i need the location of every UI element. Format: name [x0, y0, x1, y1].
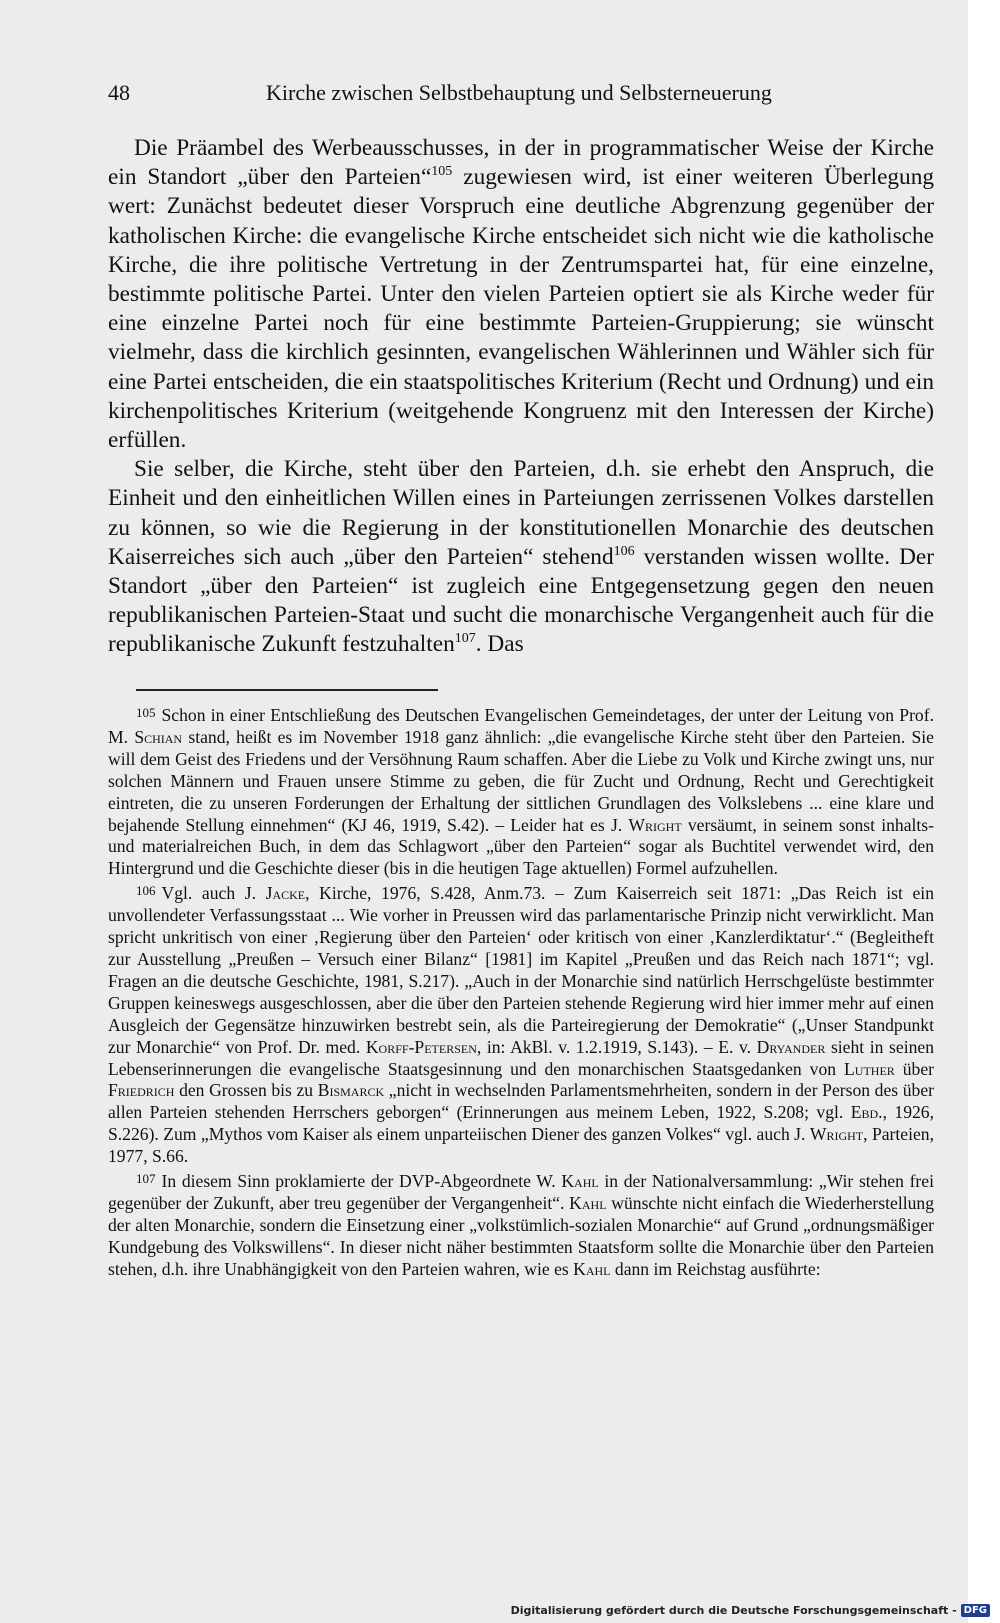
footnote-number: 105: [136, 705, 156, 720]
dfg-logo: DFG: [961, 1604, 990, 1617]
footnote-number: 106: [136, 883, 156, 899]
digitization-credit: [511, 1604, 990, 1617]
footnote-separator: [136, 689, 438, 691]
footnotes: [108, 702, 934, 1281]
footnote-105: $^{105}$ Schon in einer Entschließung des Deutschen Evangelischen Gemeindetages, der unter der Leitung von Prof. M. Schian stand, heißt es im November 1918 ganz ähnlich: „die evangelische Kirche steht über den Parteien. Sie will dem Geist des Friedens und der Versöhnung Raum schaffen. Aber die Liebe zu Volk und Kirche zwingt uns, nur solchen Männern und Frauen unsere Stimme zu geben, die für Zucht und Ordnung, Recht und Gerechtigkeit eintreten, die zu unseren Forderungen der Erhaltung der sittlichen Grundlagen des Volkslebens ... eine klare und bejahende Stellung einnehmen“ (KJ 46, 1919, S.42). – Leider hat es J. Wright versäumt, in seinem sonst inhalts- und materialreichen Buch, in dem das Schlagwort „über den Parteien“ sogar als Buchtitel verwendet wird, den Hintergrund und die Geschichte dieser (bis in die heutigen Tage aktuellen) Formel aufzuhellen.: [108, 705, 934, 879]
main-text: [108, 134, 934, 660]
footnote-107: $^{107}$ In diesem Sinn proklamierte der DVP-Abgeordnete W. Kahl in der Nationalversammlung: „Wir stehen frei gegenüber der Zukunft, aber treu gegenüber der Vergangenheit“. Kahl wünschte nicht einfach die Wiederherstellung der alten Monarchie, sondern die Einsetzung einer „volkstümlich-sozialen Monarchie“ auf Grund „ordnungsmäßiger Kundgebung des Volkswillens“. In dieser nicht näher bestimmten Staatsform sollte die Monarchie über den Parteien stehen, d.h. ihre Unabhängigkeit von den Parteien wahren, wie es Kahl dann im Reichstag ausführte:: [108, 1171, 934, 1279]
paragraph-1: Die Präambel des Werbeausschusses, in der in programmatischer Weise der Kirche ein Standort „über den Parteien“$^{105}$ zugewiesen wird, ist einer weiteren Überlegung wert: Zunächst bedeutet dieser Vorspruch eine deutliche Abgrenzung gegenüber der katholischen Kirche: die evangelische Kirche entscheidet sich nicht wie die katholische Kirche, die ihre politische Vertretung in der Zentrumspartei hat, für eine einzelne, bestimmte politische Partei. Unter den vielen Parteien optiert sie als Kirche weder für eine einzelne Partei noch für eine bestimmte Parteien-Gruppierung; sie wünscht vielmehr, dass die kirchlich gesinnten, evangelischen Wählerinnen und Wähler sich für eine Partei entscheiden, die ein staatspolitisches Kriterium (Recht und Ordnung) und ein kirchenpolitisches Kriterium (weitgehende Kongruenz mit den Interessen der Kirche) erfüllen.: [108, 135, 935, 454]
paragraph-2: Sie selber, die Kirche, steht über den Parteien, d.h. sie erhebt den Anspruch, die Einheit und den einheitlichen Willen eines in Parteiungen zerrissenen Volkes darstellen zu können, so wie die Regierung in der konstitutionellen Monarchie des deutschen Kaiserreiches sich auch „über den Parteien“ stehend$^{106}$ verstanden wissen wollte. Der Standort „über den Parteien“ ist zugleich eine Entgegensetzung gegen den neuen republikanischen Parteien-Staat und sucht die monarchische Vergangenheit auch für die republikanische Zukunft festzuhalten$^{107}$. Das: [108, 456, 934, 658]
footnote-106: $^{106}$ Vgl. auch J. Jacke, Kirche, 1976, S.428, Anm.73. – Zum Kaiserreich seit 1871: „Das Reich ist ein unvollendeter Verfassungsstaat ... Wie vorher in Preussen wird das parlamentarische Prinzip nicht verwirklicht. Man spricht unkritisch von einer ‚Regierung über den Parteien‘ oder kritisch von einer ‚Kanzlerdiktatur‘.“ (Begleitheft zur Ausstellung „Preußen – Versuch einer Bilanz“ [1981] im Kapitel „Preußen und das Reich nach 1871“; vgl. Fragen an die deutsche Geschichte, 1981, S.217). „Auch in der Monarchie sind natürlich Herrschgelüste bestimmter Gruppen keineswegs ausgeschlossen, aber die über den Parteien stehende Regierung wird hier immer mehr auf einen Ausgleich der Gegensätze hinzuwirken bestrebt sein, als die Parteiregierung der Demokratie“ („Unser Standpunkt zur Monarchie“ von Prof. Dr. med. Korff-Petersen, in: AkBl. v. 1.2.1919, S.143). – E. v. Dryander sieht in seinen Lebenserinnerungen die evangelische Staatsgesinnung und den monarchischen Staatsgedanken von Luther über Friedrich den Grossen bis zu Bismarck „nicht in wechselnden Parlamentsmehrheiten, sondern in der Person des über allen Parteien stehenden Herrschers geborgen“ (Erinnerungen aus meinem Leben, 1922, S.208; vgl. Ebd., 1926, S.226). Zum „Mythos vom Kaiser als einem unparteiischen Diener des ganzen Volkes“ vgl. auch J. Wright, Parteien, 1977, S.66.: [108, 883, 934, 1167]
credit-text: Digitalisierung gefördert durch die Deutsche Forschungsgemeinschaft -: [510, 1604, 957, 1617]
footnote-number: 107: [136, 1171, 156, 1187]
footnote-ref-107[interactable]: 107: [454, 631, 476, 647]
running-title: Kirche zwischen Selbstbehauptung und Selbsterneuerung: [266, 80, 772, 105]
page-number: 48: [108, 80, 130, 105]
footnote-ref-105[interactable]: 105: [431, 164, 453, 180]
page-margin: [968, 0, 1000, 1623]
footnote-ref-106[interactable]: 106: [613, 543, 635, 559]
